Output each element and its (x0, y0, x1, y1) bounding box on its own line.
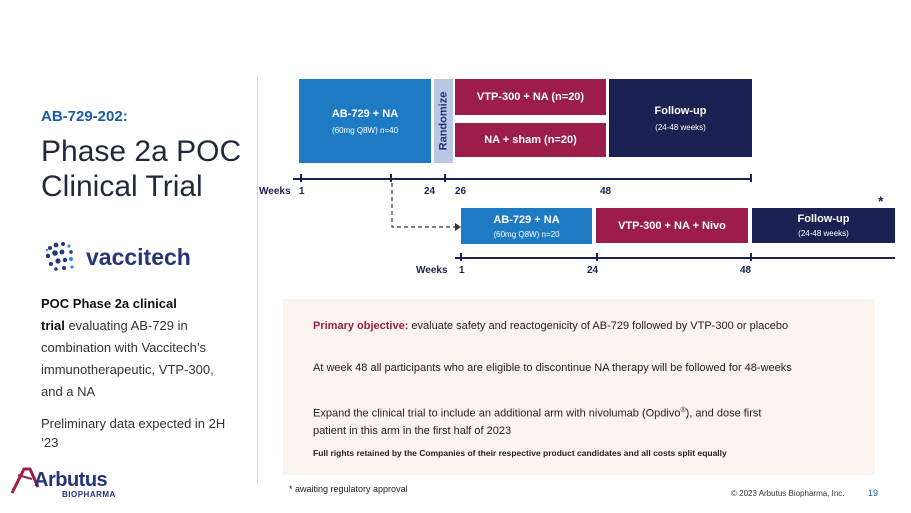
page-number: 19 (868, 488, 879, 498)
sham-label: NA + sham (n=20) (484, 134, 577, 146)
arm1-followup-sub: (24-48 weeks) (655, 122, 706, 132)
arm2-tick-label: 1 (459, 265, 465, 276)
footnote: * awaiting regulatory approval (289, 484, 408, 494)
arm1-ab729-sub: (60mg Q8W) n=40 (331, 125, 399, 135)
arm1-ab729-title: AB-729 + NA (331, 107, 399, 120)
arm1-ab729-box (299, 79, 431, 163)
arm2-weeks-label: Weeks (416, 265, 448, 276)
arm2-followup-box (752, 208, 895, 243)
trial-description (41, 293, 236, 403)
desc-rest: evaluating AB-729 in combination with Vaccitech’s immunotherapeutic, VTP-300, and a NA (41, 318, 214, 399)
arm1-weeks-label: Weeks (259, 186, 291, 197)
vtp300-box (455, 79, 606, 115)
primary-objective-label: Primary objective: (313, 320, 409, 332)
column-divider (257, 75, 258, 485)
arm1-tick-4 (750, 174, 752, 182)
vaccitech-logo (44, 239, 204, 275)
arm1-tick-2 (390, 174, 392, 182)
arm2-tick-label: 24 (587, 265, 599, 276)
arm2-followup-sub: (24-48 weeks) (798, 229, 849, 238)
objectives-panel (283, 299, 875, 475)
title-line-2: Clinical Trial (41, 170, 203, 203)
desc-bold-2: trial (41, 318, 65, 333)
arm2-ab729-title: AB-729 + NA (493, 213, 560, 226)
expansion-text-a: Expand the clinical trial to include an additional arm with nivolumab (Opdivo (313, 407, 681, 420)
week48-followup-text: At week 48 all participants who are eligible to discontinue NA therapy will be followed for 48-weeks (313, 362, 792, 374)
arm1-tick-label: 24 (424, 186, 436, 197)
arm1-followup-title: Follow-up (654, 104, 707, 117)
arm1-tick-3 (444, 174, 446, 182)
rights-note: Full rights retained by the Companies of their respective product candidates and all costs split equally (313, 448, 727, 458)
arbutus-subword: BIOPHARMA (62, 490, 116, 499)
trial-id: AB-729-202: (41, 108, 128, 125)
desc-bold-1: POC Phase 2a clinical (41, 296, 177, 311)
nivo-box (596, 208, 748, 243)
arm1-timeline-axis (293, 178, 752, 180)
arm1-tick-label: 48 (600, 186, 612, 197)
arm2-tick-3 (750, 253, 752, 261)
arm2-ab729-sub: (60mg Q8W) n=20 (493, 229, 560, 239)
approval-asterisk: * (878, 193, 884, 209)
arm2-tick-1 (460, 253, 462, 261)
arm2-timeline-axis (455, 257, 895, 259)
vaccitech-mark-icon (44, 240, 78, 274)
arm-connector-arrow (385, 183, 465, 239)
arm2-tick-2 (596, 253, 598, 261)
randomize-label: Randomize (437, 91, 450, 151)
arm2-followup-title: Follow-up (797, 213, 850, 225)
registered-mark: ® (680, 407, 686, 414)
arm1-tick-label: 26 (455, 186, 467, 197)
arm1-tick-label: 1 (299, 186, 305, 197)
arm1-followup-box (609, 79, 752, 157)
vtp300-label: VTP-300 + NA (n=20) (476, 91, 585, 103)
arm2-tick-label: 48 (740, 265, 752, 276)
title-line-1: Phase 2a POC (41, 135, 242, 168)
expansion-text-b: ), and dose first patient in this arm in the first half of 2023 (313, 407, 762, 437)
copyright: © 2023 Arbutus Biopharma, Inc. (731, 489, 845, 498)
arm2-ab729-box (461, 208, 592, 244)
randomize-box (434, 79, 453, 163)
primary-objective-text: evaluate safety and reactogenicity of AB-729 followed by VTP-300 or placebo (408, 320, 789, 332)
sham-box (455, 123, 606, 157)
arbutus-wordmark: Arbutus (34, 469, 108, 491)
expansion-text (313, 402, 793, 440)
arm1-tick-1 (300, 174, 302, 182)
preliminary-data-note: Preliminary data expected in 2H ’23 (41, 416, 226, 450)
primary-objective (313, 318, 793, 335)
slide-title (41, 134, 251, 204)
vaccitech-wordmark: vaccitech (86, 243, 191, 270)
nivo-label: VTP-300 + NA + Nivo (618, 219, 726, 232)
